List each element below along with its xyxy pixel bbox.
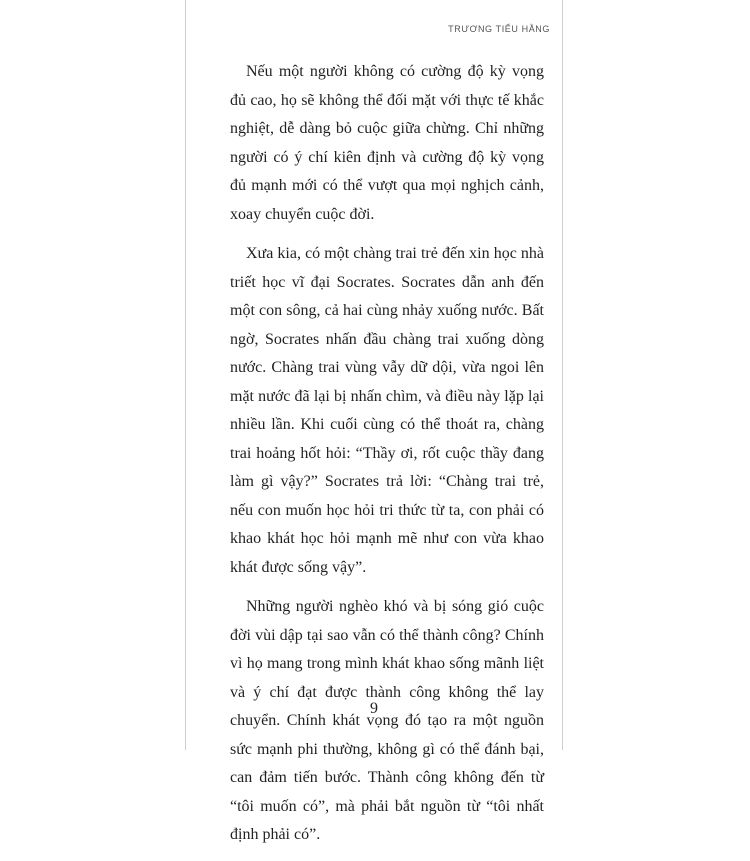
- paragraph-1: Nếu một người không có cường độ kỳ vọng đủ cao, họ sẽ không thể đối mặt với thực tế khắc nghiệt, dễ dàng bỏ cuộc giữa chừng. Chỉ những người có ý chí kiên định và cường độ kỳ vọng đủ mạnh mới có thể vượt qua mọi nghịch cảnh, xoay chuyển cuộc đời.: [230, 63, 544, 223]
- paragraph-3: Những người nghèo khó và bị sóng gió cuộc đời vùi dập tại sao vẫn có thể thành công? Chính vì họ mang trong mình khát khao sống mãnh liệt và ý chí đạt được thành công không thể lay chuyển. Chính khát vọng đó tạo ra một nguồn sức mạnh phi thường, không gì có thể đánh bại, can đảm tiến bước. Thành công không đến từ “tôi muốn có”, mà phải bắt nguồn từ “tôi nhất định phải có”.: [230, 598, 544, 843]
- running-header-author: TRƯƠNG TIỂU HẰNG: [448, 24, 550, 34]
- book-page: [185, 0, 563, 843]
- page-number: 9: [370, 700, 378, 717]
- paragraph-2: Xưa kia, có một chàng trai trẻ đến xin học nhà triết học vĩ đại Socrates. Socrates dẫn anh đến một con sông, cả hai cùng nhảy xuống nước. Bất ngờ, Socrates nhấn đầu chàng trai xuống dòng nước. Chàng trai vùng vẫy dữ dội, vừa ngoi lên mặt nước đã lại bị nhấn chìm, và điều này lặp lại nhiều lần. Khi cuối cùng có thể thoát ra, chàng trai hoảng hốt hỏi: “Thầy ơi, rốt cuộc thầy đang làm gì vậy?” Socrates trả lời: “Chàng trai trẻ, nếu con muốn học hỏi tri thức từ ta, con phải có khao khát học hỏi mạnh mẽ như con vừa khao khát được sống vậy”.: [230, 245, 544, 576]
- page-body: [230, 58, 544, 861]
